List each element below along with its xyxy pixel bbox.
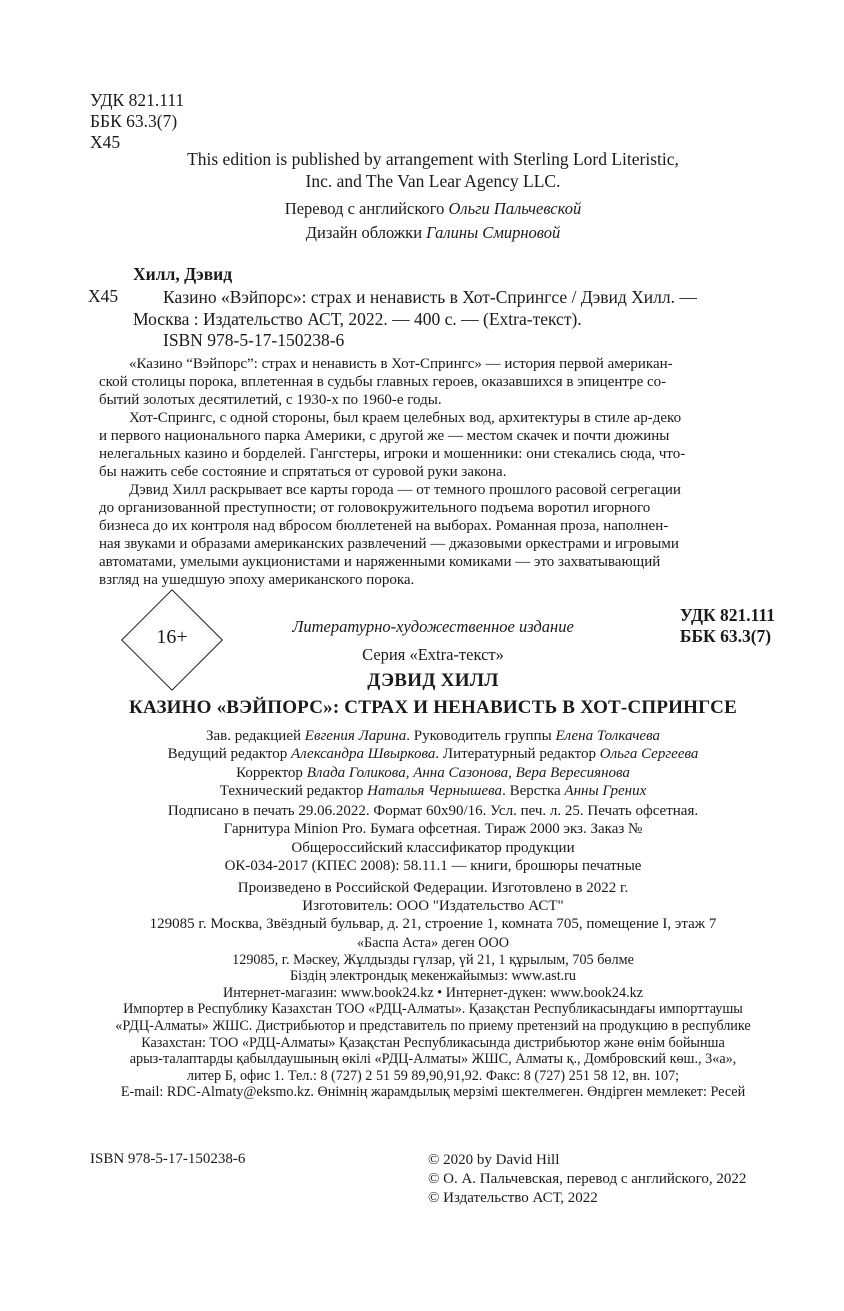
bib-description (133, 286, 793, 330)
manufacturer-line: Изготовитель: ООО "Издательство АСТ" (302, 898, 564, 914)
kz-line: E-mail: RDC-Almaty@eksmo.kz. Өнімнің жарамдылық мерзімі шектелмеген. Өндірген мемлекет: Ресей (120, 1084, 746, 1101)
license-line-1: This edition is published by arrangement with Sterling Lord Literistic, (187, 149, 679, 169)
kz-line: «РДЦ-Алматы» ЖШС. Дистрибьютор и представитель по приему претензий на продукцию в республике (115, 1017, 751, 1034)
print-info-line: Гарнитура Minion Pro. Бумага офсетная. Тираж 2000 экз. Заказ № (223, 821, 643, 837)
bib-author: Хилл, Дэвид (133, 264, 233, 284)
annotation-line: ской столицы порока, вплетенная в судьбы главных героев, оказавшихся в эпицентре со- (99, 374, 667, 390)
cover-credit (150, 221, 716, 245)
credits (150, 197, 716, 245)
classifier-line: ОК-034-2017 (КПЕС 2008): 58.11.1 — книги, брошюры печатные (224, 858, 642, 874)
staff-line-1 (100, 727, 766, 745)
staff-role: Корректор (236, 764, 307, 781)
copyright-line: © 2020 by David Hill (428, 1152, 560, 1168)
kz-line: Импортер в Республику Казахстан ТОО «РДЦ-Алматы». Қазақстан Республикасындағы импорттаушы (123, 1001, 743, 1018)
annotation-line: бытий золотых десятилетий, с 1930-х по 1960-е годы. (99, 392, 442, 408)
annotation-line: и первого национального парка Америки, с другой же — местом скачек и почти дюжины (99, 428, 670, 444)
edition-genre: Литературно-художественное издание (292, 617, 574, 636)
copyright-line: © О. А. Пальчевская, перевод с английского, 2022 (428, 1171, 747, 1187)
manufacturer-line: 129085 г. Москва, Звёздный бульвар, д. 21, строение 1, комната 705, помещение I, этаж 7 (149, 916, 717, 932)
cover-label: Дизайн обложки (305, 223, 427, 242)
manufacturer-info (100, 879, 766, 933)
staff-name: Влада Голикова, Анна Сазонова, Вера Вересиянова (306, 764, 630, 781)
kz-line: 129085, г. Мәскеу, Жұлдызды гүлзар, үй 21, 1 құрылым, 705 бөлме (232, 951, 634, 968)
staff-name: Ольга Сергеева (599, 746, 699, 763)
license-notice (150, 148, 716, 192)
print-info-line: Подписано в печать 29.06.2022. Формат 60x90/16. Усл. печ. л. 25. Печать офсетная. (167, 803, 699, 819)
udk-code-bold: УДК 821.111 (679, 605, 775, 625)
kz-line: Казахстан: ТОО «РДЦ-Алматы» Қазақстан Республикасында дистрибьютор және өнім бойынша (141, 1034, 725, 1051)
annotation (99, 355, 775, 589)
bib-line-1: Казино «Вэйпорс»: страх и ненависть в Хот-Спрингсе / Дэвид Хилл. — (163, 287, 697, 307)
kazakhstan-distribution (90, 935, 776, 1101)
annotation-line: Дэвид Хилл раскрывает все карты города — от темного прошлого расовой сегрегации (129, 482, 681, 498)
annotation-line: автоматами, умелыми аукционистами и наряженными комиками — это захватывающий (99, 554, 661, 570)
classifier-line: Общероссийский классификатор продукции (291, 840, 575, 856)
print-info (100, 802, 766, 838)
age-rating-label: 16+ (156, 626, 188, 648)
license-line-2: Inc. and The Van Lear Agency LLC. (305, 171, 561, 191)
annotation-line: взгляд на ушедшую эпоху американского порока. (99, 572, 415, 588)
kz-line: «Баспа Аста» деген ООО (356, 935, 510, 951)
kz-line: арыз-талаптарды қабылдаушының өкілі «РДЦ-Алматы» ЖШС, Алматы қ., Домбровский көш., 3«а», (129, 1051, 737, 1068)
author-mark: Х45 (90, 132, 121, 152)
title-heading: КАЗИНО «ВЭЙПОРС»: СТРАХ И НЕНАВИСТЬ В ХОТ-СПРИНГСЕ (129, 697, 737, 718)
top-classification (90, 90, 184, 153)
staff-role: Технический редактор (219, 782, 368, 799)
translation-credit (150, 197, 716, 221)
kz-line: Біздің электрондық мекенжайымыз: www.ast.ru (289, 968, 576, 985)
udk-code: УДК 821.111 (90, 90, 185, 110)
annotation-line: «Казино “Вэйпорс”: страх и ненависть в Хот-Спрингс» — история первой американ- (129, 356, 673, 372)
editorial-staff (100, 727, 766, 800)
annotation-line: ная звуками и образами американских развлечений — джазовыми оркестрами и игровыми (99, 536, 679, 552)
edition-series: Серия «Extra-текст» (362, 645, 504, 664)
author-heading: ДЭВИД ХИЛЛ (367, 670, 499, 691)
staff-role: . Руководитель группы (406, 728, 556, 744)
staff-line-2 (100, 745, 766, 763)
staff-role: . Верстка (502, 782, 565, 799)
annotation-line: бизнеса до их контроля над вбросом бюллетеней на выборах. Романная проза, наполнен- (99, 518, 669, 534)
translator-name: Ольги Пальчевской (448, 199, 582, 218)
copyright-block (428, 1151, 746, 1208)
staff-name: Наталья Чернышева (367, 782, 503, 799)
bib-line-2: Москва : Издательство АСТ, 2022. — 400 с. — (Extra-текст). (133, 309, 582, 329)
bbk-code-bold: ББК 63.3(7) (679, 626, 772, 646)
staff-role: Зав. редакцией (205, 728, 305, 744)
copyright-line: © Издательство АСТ, 2022 (428, 1190, 598, 1206)
translation-label: Перевод с английского (284, 199, 449, 218)
bbk-code: ББК 63.3(7) (90, 111, 178, 131)
kz-line: литер Б, офис 1. Тел.: 8 (727) 2 51 59 89,90,91,92. Факс: 8 (727) 251 58 12, вн. 107; (186, 1067, 680, 1084)
footer-isbn: ISBN 978-5-17-150238-6 (90, 1151, 246, 1167)
staff-name: Александра Швыркова (290, 746, 436, 763)
annotation-line: до организованной преступности; от головокружительного подъема воротил игорного (99, 500, 651, 516)
bib-isbn: ISBN 978-5-17-150238-6 (163, 330, 345, 350)
staff-name: Елена Толкачева (555, 728, 660, 744)
staff-role: . Литературный редактор (435, 746, 600, 763)
product-classifier (100, 839, 766, 875)
staff-line-4 (100, 782, 766, 800)
bib-author-mark: Х45 (88, 286, 119, 306)
staff-line-3 (100, 764, 766, 782)
annotation-line: нелегальных казино и борделей. Гангстеры, игроки и мошенники: они стекались сюда, что- (99, 446, 686, 462)
kz-line: Интернет-магазин: www.book24.kz • Интернет-дүкен: www.book24.kz (222, 984, 644, 1001)
cover-designer-name: Галины Смирновой (426, 223, 561, 242)
manufacturer-line: Произведено в Российской Федерации. Изготовлено в 2022 г. (237, 880, 629, 896)
bottom-classification (680, 605, 775, 647)
staff-role: Ведущий редактор (167, 746, 291, 763)
annotation-line: бы нажить себе состояние и спрятаться от суровой руки закона. (99, 464, 507, 480)
annotation-line: Хот-Спрингс, с одной стороны, был краем целебных вод, архитектуры в стиле ар-деко (129, 410, 682, 426)
staff-name: Анны Грених (564, 782, 647, 799)
staff-name: Евгения Ларина (304, 728, 407, 744)
